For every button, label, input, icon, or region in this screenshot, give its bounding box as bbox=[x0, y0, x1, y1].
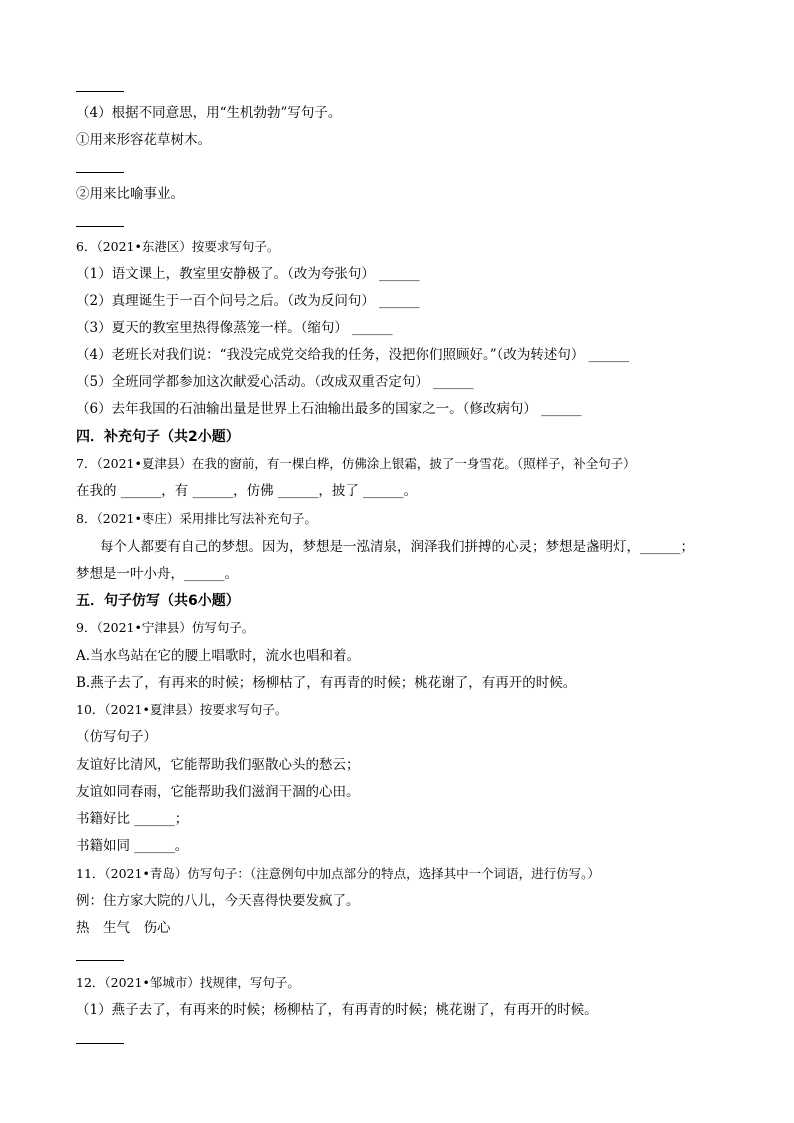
answer-blank bbox=[76, 960, 124, 961]
question-line: 热 生气 伤心 bbox=[76, 920, 171, 936]
answer-blank bbox=[76, 1043, 124, 1044]
question-title: 10．（2021•夏津县）按要求写句子。 bbox=[76, 702, 288, 717]
question-line: 友谊如同春雨，它能帮助我们滋润干涸的心田。 bbox=[76, 784, 360, 800]
question-line: B.燕子去了，有再来的时候；杨柳枯了，有再青的时候；桃花谢了，有再开的时候。 bbox=[76, 675, 577, 691]
section-heading: 四．补充句子（共2小题） bbox=[76, 429, 240, 445]
answer-blank bbox=[76, 91, 124, 92]
question-title: 11．（2021•青岛）仿写句子：（注意例句中加点部分的特点，选择其中一个词语，进行仿写。） bbox=[76, 866, 600, 881]
question-line: 友谊好比清风，它能帮助我们驱散心头的愁云； bbox=[76, 757, 360, 773]
question-line: 每个人都要有自己的梦想。因为，梦想是一泓清泉，润泽我们拼搏的心灵；梦想是盏明灯，______； bbox=[100, 539, 694, 555]
question-title: 8．（2021•枣庄）采用排比写法补充句子。 bbox=[76, 511, 317, 526]
question-line: 在我的 ______，有 ______，仿佛 ______，披了 ______。 bbox=[76, 483, 418, 499]
answer-blank bbox=[76, 172, 124, 173]
question-line: （4）根据不同意思，用“生机勃勃”写句子。 bbox=[76, 105, 342, 121]
section-heading: 五．句子仿写（共6小题） bbox=[76, 593, 240, 609]
question-title: 6．（2021•东港区）按要求写句子。 bbox=[76, 239, 280, 254]
question-line: （1）燕子去了，有再来的时候；杨柳枯了，有再青的时候；桃花谢了，有再开的时候。 bbox=[76, 1002, 598, 1018]
question-title: 12．（2021•邹城市）找规律，写句子。 bbox=[76, 975, 300, 990]
question-line: ①用来形容花草树木。 bbox=[76, 132, 211, 148]
question-line: （5）全班同学都参加这次献爱心活动。（改成双重否定句） ______ bbox=[76, 374, 474, 390]
question-line: （6）去年我国的石油输出量是世界上石油输出最多的国家之一。（修改病句） ______ bbox=[76, 401, 582, 417]
question-line: 书籍好比 ______； bbox=[76, 811, 189, 827]
question-line: （2）真理诞生于一百个问号之后。（改为反问句） ______ bbox=[76, 293, 420, 309]
question-line: （1）语文课上，教室里安静极了。（改为夸张句） ______ bbox=[76, 266, 420, 282]
question-line: 书籍如同 ______。 bbox=[76, 838, 189, 854]
question-line: （4）老班长对我们说：“我没完成党交给我的任务，没把你们照顾好。”（改为转述句） ______ bbox=[76, 347, 630, 363]
question-title: 9．（2021•宁津县）仿写句子。 bbox=[76, 620, 255, 635]
question-line: （仿写句子） bbox=[76, 729, 157, 745]
question-line: 梦想是一叶小舟，______。 bbox=[76, 566, 238, 582]
question-title: 7．（2021•夏津县）在我的窗前，有一棵白桦，仿佛涂上银霜，披了一身雪花。（照样子，补全句子） bbox=[76, 456, 636, 471]
answer-blank bbox=[76, 226, 124, 227]
question-line: （3）夏天的教室里热得像蒸笼一样。（缩句） ______ bbox=[76, 320, 393, 336]
question-line: A.当水鸟站在它的腰上唱歌时，流水也唱和着。 bbox=[76, 648, 361, 664]
question-line: 例：住方家大院的八儿，今天喜得快要发疯了。 bbox=[76, 893, 360, 909]
question-line: ②用来比喻事业。 bbox=[76, 186, 184, 202]
